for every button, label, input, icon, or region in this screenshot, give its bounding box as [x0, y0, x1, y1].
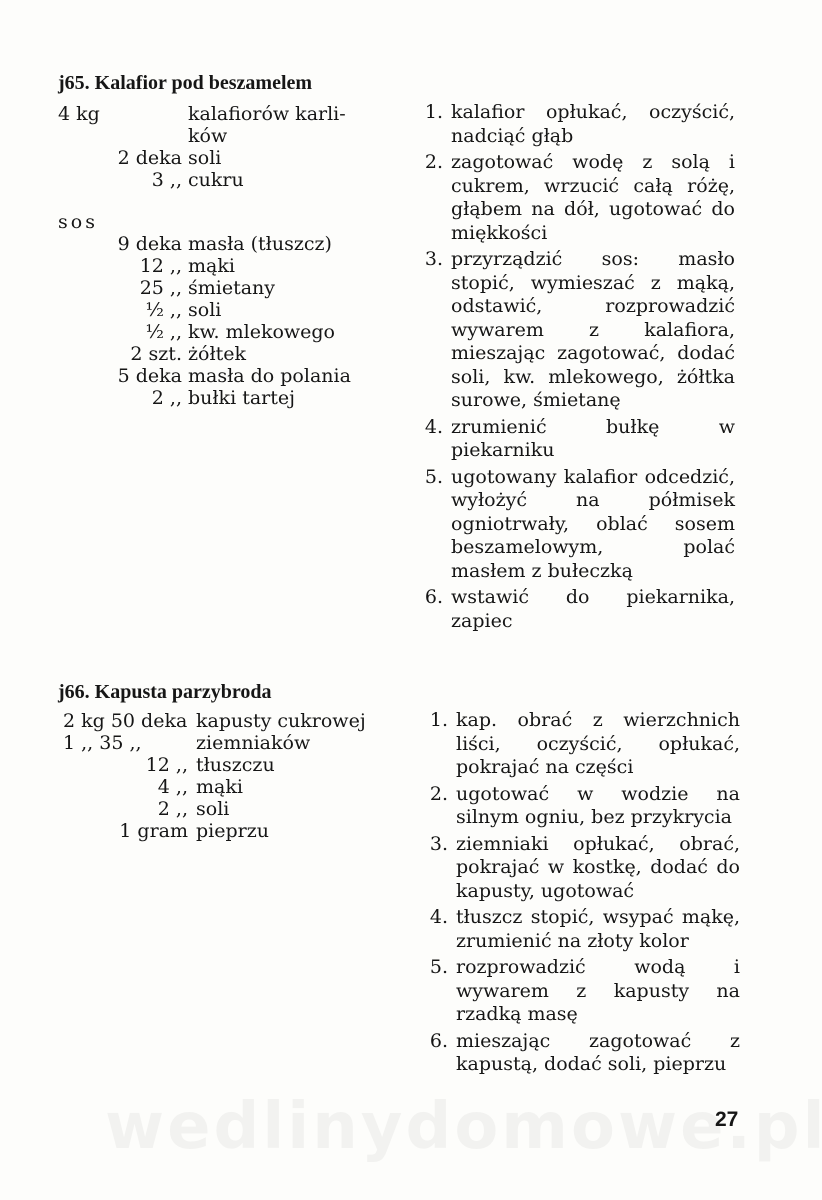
ingredient-qty: 4 ,,	[157, 776, 188, 798]
ingredient-qty: 1 ,, 35 ,,	[63, 732, 142, 754]
step-item	[415, 466, 735, 584]
step-text: kap. obrać z wierzchnich liści, oczyścić, opłukać, pokrajać na części	[456, 709, 740, 778]
ingredient-row	[58, 255, 378, 277]
step-number: 1.	[424, 101, 443, 123]
recipe-number: j65.	[58, 72, 90, 94]
step-number: 4.	[424, 415, 443, 438]
ingredient-name: kw. mlekowego	[188, 321, 335, 343]
ingredient-row	[58, 387, 378, 409]
page-number: 27	[715, 1108, 739, 1131]
ingredient-qty: 4 kg	[58, 103, 100, 125]
step-number: 4.	[429, 906, 448, 928]
step-text: wstawić do piekarnika, zapiec	[451, 586, 735, 632]
ingredient-qty: 9 deka	[117, 233, 182, 255]
step-number: 6.	[424, 586, 443, 608]
step-number: 6.	[429, 1029, 448, 1052]
ingredient-name: pieprzu	[196, 820, 269, 842]
ingredient-row	[58, 710, 378, 732]
step-item	[420, 956, 740, 1027]
ingredient-name: ków	[188, 125, 228, 147]
ingredient-row	[58, 798, 378, 820]
ingredient-row	[58, 365, 378, 387]
step-text: przyrządzić sos: masło stopić, wymieszać z mąką, odstawić, rozprowadzić wywarem z kalafiora, mieszając zagotować, dodać soli, kw. mlekowego, żółtka surowe, śmietanę	[451, 248, 735, 411]
ingredient-qty: 3 ,,	[151, 169, 182, 191]
step-item	[415, 416, 735, 463]
recipe-number: j66.	[58, 681, 90, 703]
step-text: zrumienić bułkę w piekarniku	[451, 415, 735, 461]
step-text: rozprowadzić wodą i wywarem z kapusty na rzadką masę	[456, 956, 740, 1025]
step-number: 5.	[424, 465, 443, 488]
ingredient-qty: 1 gram	[119, 820, 188, 842]
ingredient-qty: 5 deka	[117, 365, 182, 387]
ingredient-name: cukru	[188, 169, 244, 191]
ingredient-name: soli	[196, 798, 230, 820]
ingredient-name: żółtek	[188, 343, 247, 365]
step-text: kalafior opłukać, oczyścić, nadciąć głąb	[451, 101, 735, 147]
ingredient-qty: 2 deka	[117, 147, 182, 169]
ingredient-qty: 2 ,,	[151, 387, 182, 409]
step-item	[420, 1030, 740, 1077]
recipe-name: Kapusta parzybroda	[94, 681, 272, 703]
step-text: ugotować w wodzie na silnym ogniu, bez przykrycia	[456, 782, 740, 828]
recipe-name: Kalafior pod beszamelem	[94, 72, 313, 94]
step-item	[420, 709, 740, 780]
step-text: zagotować wodę z solą i cukrem, wrzucić całą różę, głąbem na dół, ugotować do miękkości	[451, 151, 735, 244]
ingredient-qty: 2 szt.	[130, 343, 182, 365]
ingredient-name: soli	[188, 299, 222, 321]
ingredients-list-j65	[58, 103, 378, 409]
step-number: 1.	[429, 709, 448, 731]
steps-list-j65	[415, 101, 735, 636]
ingredient-name: soli	[188, 147, 222, 169]
step-number: 5.	[429, 956, 448, 978]
steps-list-j66	[420, 709, 740, 1080]
ingredient-qty: 12 ,,	[145, 754, 188, 776]
step-item	[415, 101, 735, 148]
ingredient-name: mąki	[196, 776, 243, 798]
ingredient-name: tłuszczu	[196, 754, 275, 776]
ingredient-name: masła (tłuszcz)	[188, 233, 332, 255]
ingredient-qty: 2 ,,	[157, 798, 188, 820]
step-item	[420, 783, 740, 830]
ingredient-qty: ½ ,,	[145, 299, 182, 321]
ingredient-qty: 2 kg 50 deka	[63, 710, 188, 732]
ingredient-name: kalafiorów karli-	[188, 103, 346, 125]
ingredient-row	[58, 820, 378, 842]
ingredient-name: masła do polania	[188, 365, 351, 387]
ingredient-name: ziemniaków	[196, 732, 311, 754]
ingredient-row	[58, 776, 378, 798]
step-text: ziemniaki opłukać, obrać, pokrajać w kostkę, dodać do kapusty, ugotować	[456, 832, 740, 902]
ingredient-row	[58, 103, 378, 125]
recipe-title-j65	[58, 72, 312, 94]
sauce-label: sos	[58, 211, 98, 233]
step-text: ugotowany kalafior odcedzić, wyłożyć na półmisek ogniotrwały, oblać sosem beszamelowym, polać masłem z bułeczką	[451, 465, 735, 582]
ingredient-name: kapusty cukrowej	[196, 710, 366, 732]
ingredient-row	[58, 343, 378, 365]
ingredient-row	[58, 732, 378, 754]
ingredient-qty: 25 ,,	[139, 277, 182, 299]
ingredient-row	[58, 754, 378, 776]
ingredient-row	[58, 299, 378, 321]
ingredient-row	[58, 169, 378, 191]
ingredient-row	[58, 321, 378, 343]
ingredient-row	[58, 125, 378, 147]
step-number: 2.	[429, 782, 448, 805]
step-text: mieszając zagotować z kapustą, dodać soli, pieprzu	[456, 1029, 740, 1075]
step-item	[415, 248, 735, 413]
step-number: 3.	[429, 832, 448, 855]
step-item	[420, 833, 740, 904]
step-number: 3.	[424, 248, 443, 270]
ingredients-list-j66	[58, 710, 378, 842]
ingredient-name: mąki	[188, 255, 235, 277]
ingredient-row	[58, 147, 378, 169]
ingredient-qty: ½ ,,	[145, 321, 182, 343]
ingredient-row	[58, 233, 378, 255]
recipe-title-j66	[58, 681, 272, 703]
step-number: 2.	[424, 151, 443, 173]
step-item	[415, 151, 735, 245]
step-text: tłuszcz stopić, wsypać mąkę, zrumienić na złoty kolor	[456, 906, 740, 952]
ingredient-name: śmietany	[188, 277, 276, 299]
ingredient-qty: 12 ,,	[139, 255, 182, 277]
ingredient-name: bułki tartej	[188, 387, 296, 409]
step-item	[415, 586, 735, 633]
step-item	[420, 906, 740, 953]
ingredient-row	[58, 277, 378, 299]
